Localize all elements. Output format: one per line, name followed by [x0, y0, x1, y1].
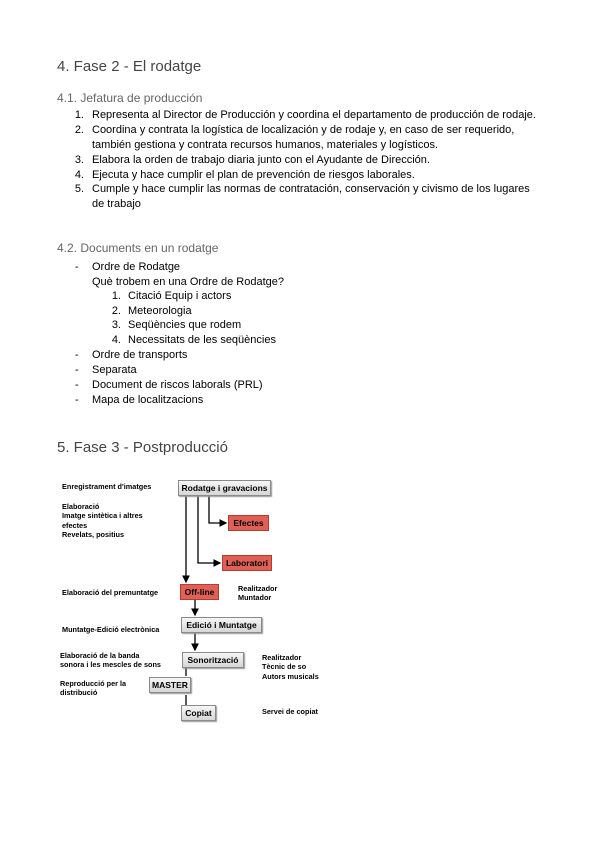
box-edicio: Edició i Muntatge	[181, 617, 262, 633]
box-rodatge: Rodatge i gravacions	[178, 480, 271, 496]
section-4-heading: 4. Fase 2 - El rodatge	[57, 58, 202, 75]
label-offline-roles: Realitzador Muntador	[238, 584, 278, 603]
label-reproduccio: Reproducció per la distribució	[60, 679, 127, 698]
section-4-1-heading: 4.1. Jefatura de producción	[57, 91, 203, 105]
box-offline: Off-line	[180, 584, 219, 600]
label-enregistrament: Enregistrament d'imatges	[62, 482, 152, 491]
box-laboratori: Laboratori	[222, 555, 272, 571]
label-muntatge: Muntatge-Edició electrònica	[62, 625, 160, 634]
arrow-to-efectes	[209, 496, 226, 523]
label-premuntatge: Elaboració del premuntatge	[62, 588, 159, 597]
section-5-heading: 5. Fase 3 - Postproducció	[57, 439, 228, 456]
section-4-2-heading: 4.2. Documents en un rodatge	[57, 241, 219, 255]
label-elaboracio: Elaboració Imatge sintètica i altres efectes Revelats, positius	[62, 502, 143, 540]
label-banda-sonora: Elaboració de la banda sonora i les mescles de sons	[60, 651, 161, 670]
box-copiat: Copiat	[181, 705, 216, 721]
label-copiat-roles: Servei de copiat	[262, 707, 318, 716]
box-efectes: Efectes	[228, 515, 269, 531]
label-sonoritzacio-roles: Realitzador Tècnic de so Autors musicals	[262, 653, 319, 681]
box-master: MASTER	[149, 677, 191, 693]
box-sonoritzacio: Sonorització	[182, 652, 244, 668]
